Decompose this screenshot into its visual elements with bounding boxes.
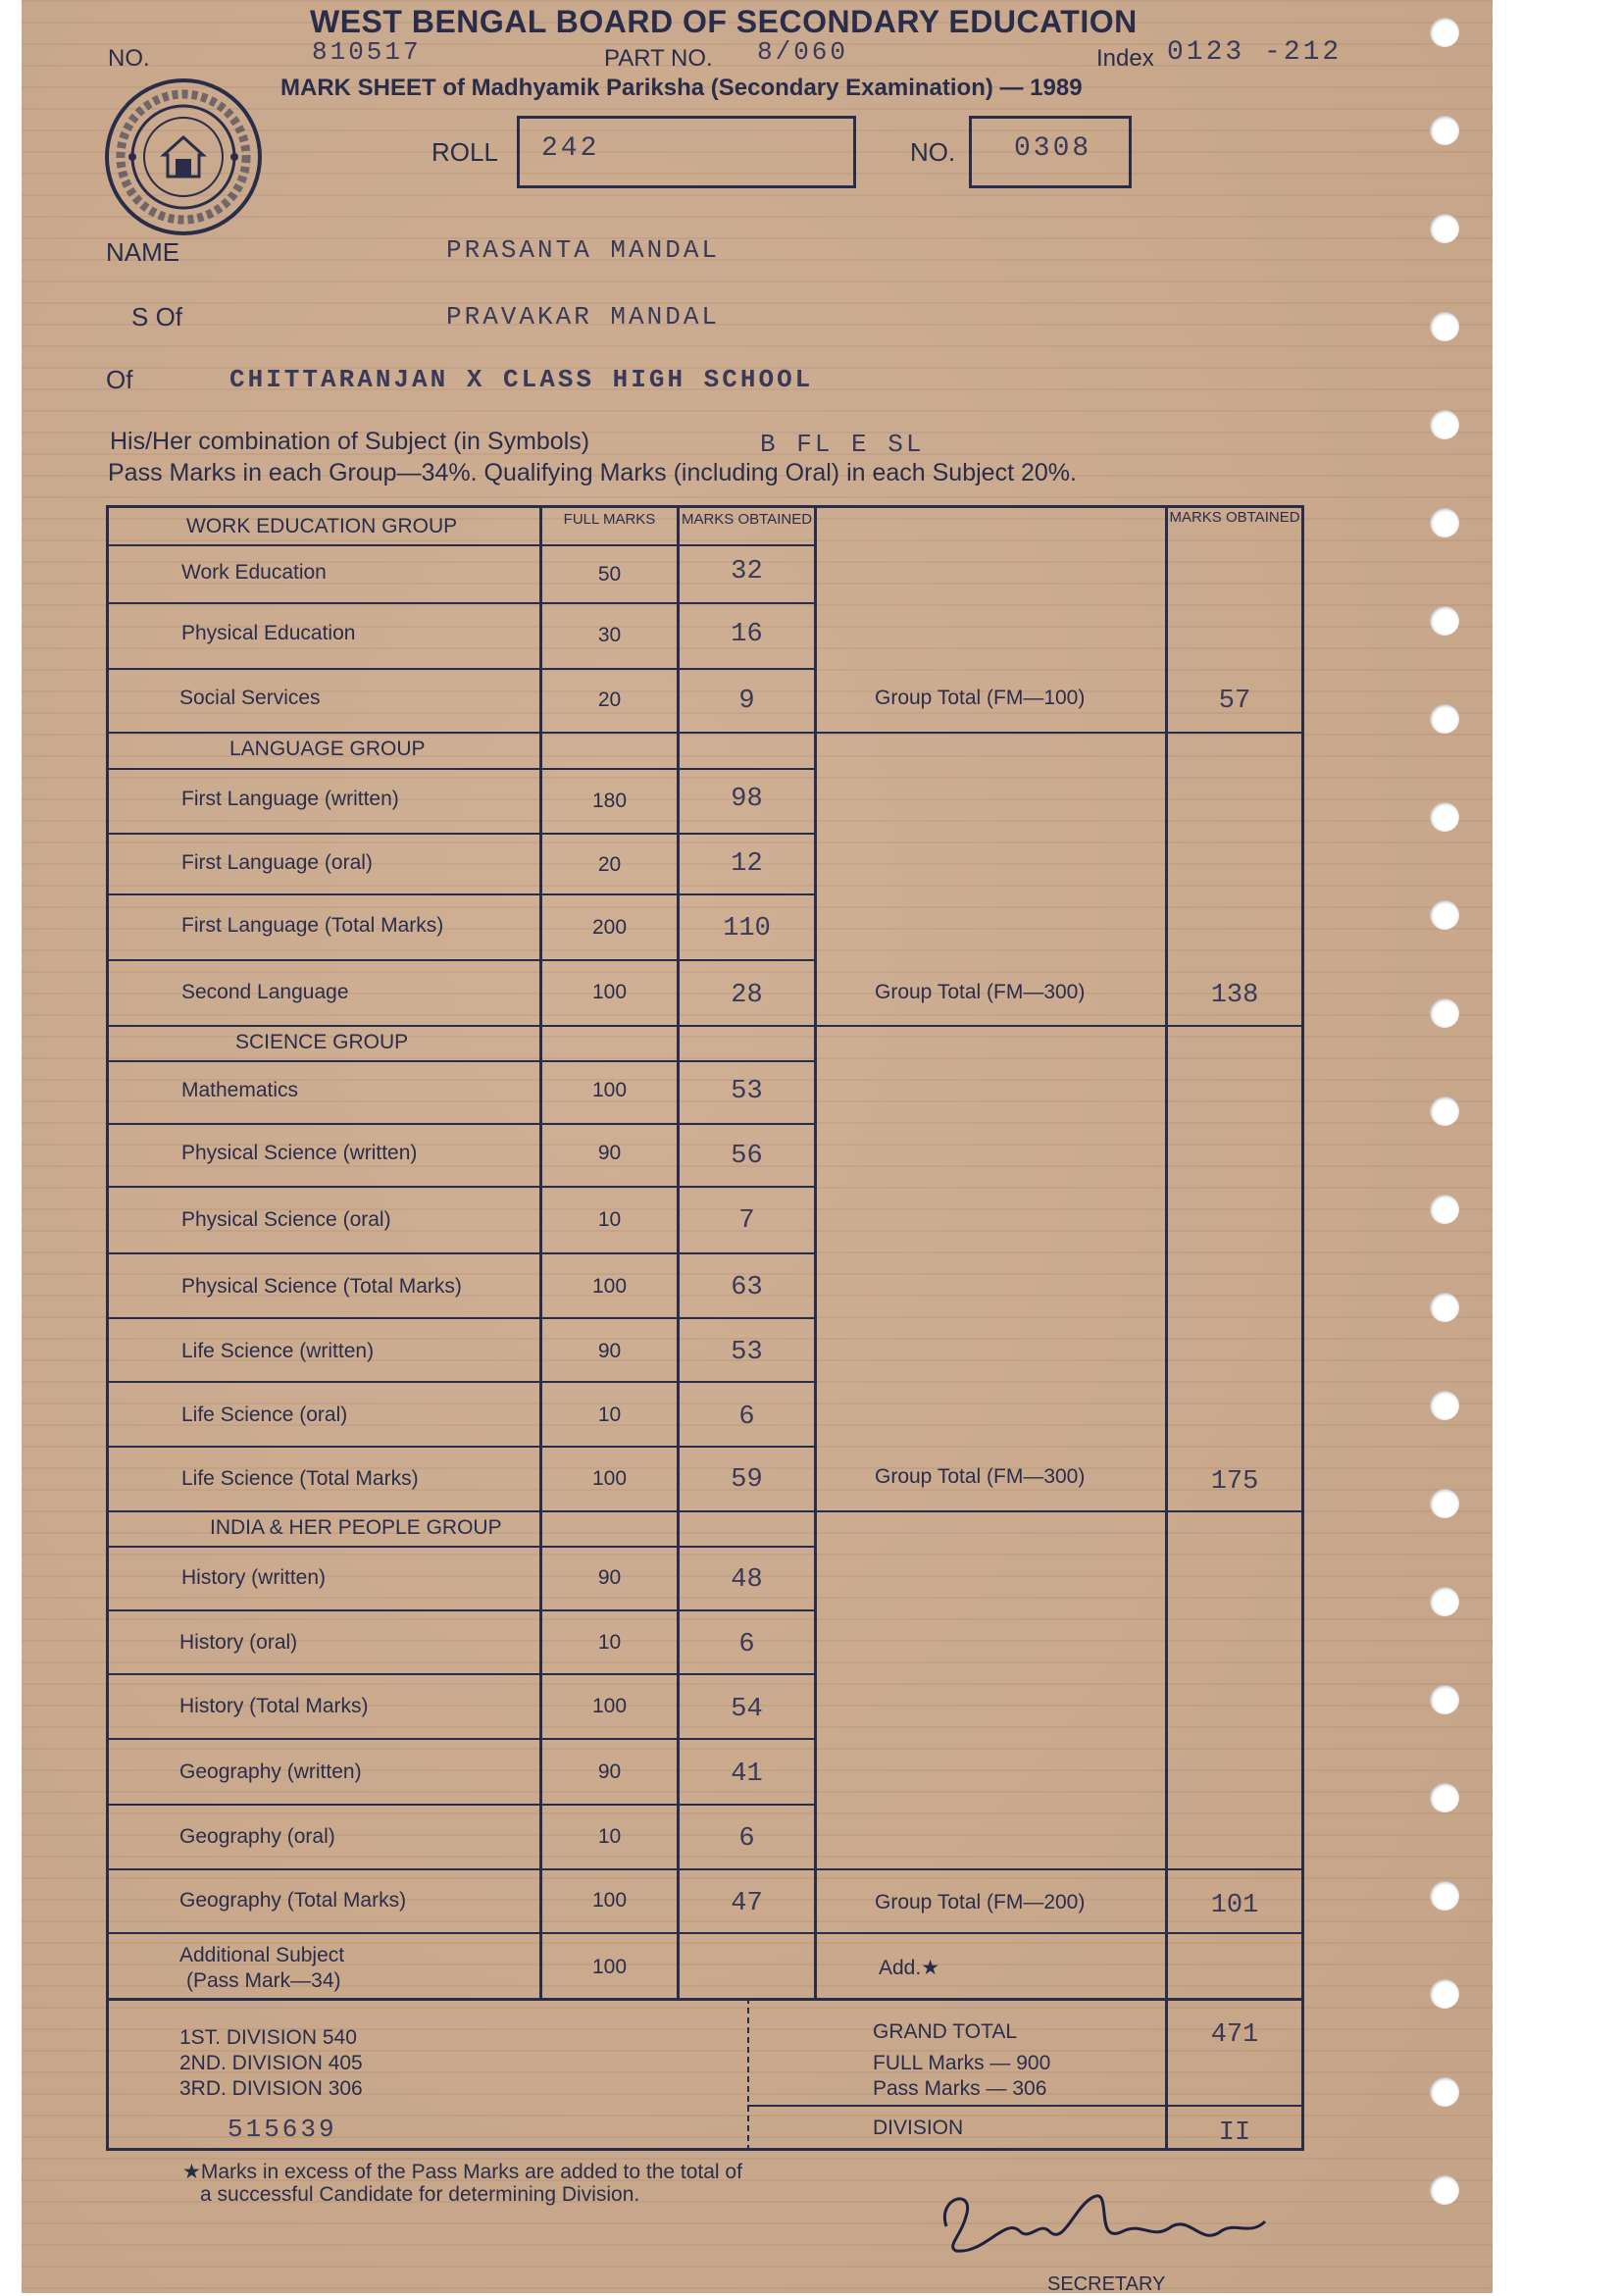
full-marks: 200 <box>591 916 628 939</box>
full-marks: 100 <box>591 1079 628 1101</box>
group-total-label: Group Total (FM—300) <box>875 1465 1086 1488</box>
subject-label: Life Science (written) <box>181 1340 375 1362</box>
candidate-name: PRASANTA MANDAL <box>446 235 721 265</box>
name-label: NAME <box>106 237 180 267</box>
subject-label: Physical Science (Total Marks) <box>181 1275 462 1298</box>
footnote-line2: a successful Candidate for determining Division. <box>200 2183 640 2206</box>
marks-obtained: 59 <box>731 1465 763 1495</box>
subject-label: First Language (oral) <box>181 851 373 874</box>
work-education-group-heading: WORK EDUCATION GROUP <box>186 515 458 537</box>
full-marks: 90 <box>597 1142 622 1164</box>
subject-label: First Language (Total Marks) <box>181 914 444 937</box>
marks-obtained: 12 <box>731 849 763 879</box>
full-marks: 90 <box>597 1760 622 1783</box>
sheet-number: 810517 <box>312 37 422 67</box>
full-marks: 10 <box>597 1208 622 1231</box>
marks-obtained: 47 <box>731 1889 763 1918</box>
marks-obtained: 110 <box>723 914 771 944</box>
science-group-heading: SCIENCE GROUP <box>235 1031 409 1053</box>
grand-total-label: GRAND TOTAL <box>873 2020 1018 2043</box>
full-marks: 50 <box>597 563 622 586</box>
subject-label: Additional Subject <box>179 1944 345 1966</box>
group-total-value: 101 <box>1210 1891 1259 1920</box>
full-marks: 100 <box>591 1956 628 1978</box>
subject-label: Physical Science (written) <box>181 1142 418 1164</box>
marks-obtained: 41 <box>731 1760 763 1789</box>
full-marks: 100 <box>591 981 628 1003</box>
group-total-label: Group Total (FM—200) <box>875 1891 1086 1913</box>
marks-obtained: 98 <box>731 785 763 814</box>
roll-no-label: NO. <box>910 137 956 167</box>
marks-obtained: 48 <box>731 1565 763 1595</box>
marks-obtained: 56 <box>731 1142 763 1171</box>
full-marks: 90 <box>597 1566 622 1589</box>
additional-pass-mark: (Pass Mark—34) <box>186 1969 341 1992</box>
full-marks: 20 <box>597 689 622 711</box>
full-marks-header: FULL MARKS <box>563 511 656 528</box>
full-marks: 20 <box>597 853 622 876</box>
father-name: PRAVAKAR MANDAL <box>446 302 721 332</box>
combination-value: B FL E SL <box>760 430 925 459</box>
full-marks: 100 <box>591 1695 628 1717</box>
secretary-label: SECRETARY <box>1047 2273 1166 2295</box>
full-marks: 100 <box>591 1467 628 1490</box>
subject-label: Mathematics <box>181 1079 299 1101</box>
marks-obtained: 28 <box>731 981 763 1010</box>
roll-no-value: 0308 <box>1014 133 1092 164</box>
roll-value: 242 <box>541 133 600 164</box>
subject-label: Work Education <box>181 561 327 584</box>
pass-marks-note: Pass Marks in each Group—34%. Qualifying Marks (including Oral) in each Subject 20%. <box>108 459 1077 486</box>
subject-label: Geography (oral) <box>179 1825 335 1848</box>
grand-pass-marks: Pass Marks — 306 <box>873 2077 1047 2100</box>
marks-obtained: 53 <box>731 1338 763 1367</box>
full-marks: 10 <box>597 1631 622 1654</box>
full-marks: 100 <box>591 1275 628 1298</box>
marks-obtained: 16 <box>731 620 763 649</box>
marks-obtained: 9 <box>738 687 755 716</box>
subject-label: Second Language <box>181 981 349 1003</box>
subject-label: Physical Science (oral) <box>181 1208 391 1231</box>
grand-full-marks: FULL Marks — 900 <box>873 2052 1051 2074</box>
full-marks: 10 <box>597 1825 622 1848</box>
board-seal-icon <box>103 77 264 237</box>
group-total-value: 138 <box>1210 981 1259 1010</box>
group-total-value: 57 <box>1218 687 1251 716</box>
subject-label: History (oral) <box>179 1631 298 1654</box>
second-division-threshold: 2ND. DIVISION 405 <box>179 2052 363 2074</box>
group-total-label: Group Total (FM—100) <box>875 687 1086 709</box>
division-value: II <box>1218 2118 1251 2148</box>
roll-label: ROLL <box>431 137 498 167</box>
subject-label: History (written) <box>181 1566 327 1589</box>
group-marks-obtained-header: MARKS OBTAINED <box>1169 509 1300 526</box>
index-label: Index <box>1096 45 1154 72</box>
of-label: Of <box>106 365 133 394</box>
board-title: WEST BENGAL BOARD OF SECONDARY EDUCATION <box>310 4 1138 39</box>
third-division-threshold: 3RD. DIVISION 306 <box>179 2077 363 2100</box>
group-total-label: Group Total (FM—300) <box>875 981 1086 1003</box>
full-marks: 90 <box>597 1340 622 1362</box>
subject-label: Geography (written) <box>179 1760 362 1783</box>
marks-obtained: 6 <box>738 1824 755 1854</box>
first-division-threshold: 1ST. DIVISION 540 <box>179 2026 357 2049</box>
marks-obtained: 7 <box>738 1206 755 1236</box>
part-label: PART NO. <box>604 45 713 72</box>
marks-obtained-header: MARKS OBTAINED <box>681 511 813 528</box>
subject-label: History (Total Marks) <box>179 1695 369 1717</box>
part-number: 8/060 <box>757 37 849 67</box>
footnote-line1: ★Marks in excess of the Pass Marks are added to the total of <box>182 2161 742 2183</box>
grand-total-value: 471 <box>1210 2020 1259 2050</box>
school-name: CHITTARANJAN X CLASS HIGH SCHOOL <box>229 365 814 394</box>
group-total-value: 175 <box>1210 1467 1259 1497</box>
subject-label: Life Science (Total Marks) <box>181 1467 419 1490</box>
india-her-people-group-heading: INDIA & HER PEOPLE GROUP <box>210 1516 502 1539</box>
division-label: DIVISION <box>873 2117 964 2139</box>
subject-label: Physical Education <box>181 622 356 644</box>
marks-obtained: 53 <box>731 1077 763 1106</box>
son-of-label: S Of <box>131 302 183 332</box>
add-label: Add.★ <box>879 1957 940 1979</box>
full-marks: 100 <box>591 1889 628 1912</box>
no-label: NO. <box>108 45 150 72</box>
subject-label: Social Services <box>179 687 321 709</box>
full-marks: 10 <box>597 1403 622 1426</box>
serial-number: 515639 <box>228 2115 337 2144</box>
secretary-signature <box>927 2177 1280 2266</box>
marksheet-subtitle: MARK SHEET of Madhyamik Pariksha (Secondary Examination) — 1989 <box>280 75 1083 101</box>
full-marks: 180 <box>591 790 628 812</box>
combination-label: His/Her combination of Subject (in Symbols) <box>110 428 590 455</box>
subject-label: First Language (written) <box>181 788 399 810</box>
subject-label: Life Science (oral) <box>181 1403 348 1426</box>
subject-label: Geography (Total Marks) <box>179 1889 407 1912</box>
marks-obtained: 54 <box>731 1695 763 1724</box>
index-number: 0123 -212 <box>1167 37 1343 68</box>
language-group-heading: LANGUAGE GROUP <box>229 738 426 760</box>
marks-obtained: 32 <box>731 557 763 587</box>
full-marks: 30 <box>597 624 622 646</box>
marks-obtained: 6 <box>738 1403 755 1432</box>
marks-obtained: 6 <box>738 1630 755 1659</box>
marks-obtained: 63 <box>731 1273 763 1302</box>
